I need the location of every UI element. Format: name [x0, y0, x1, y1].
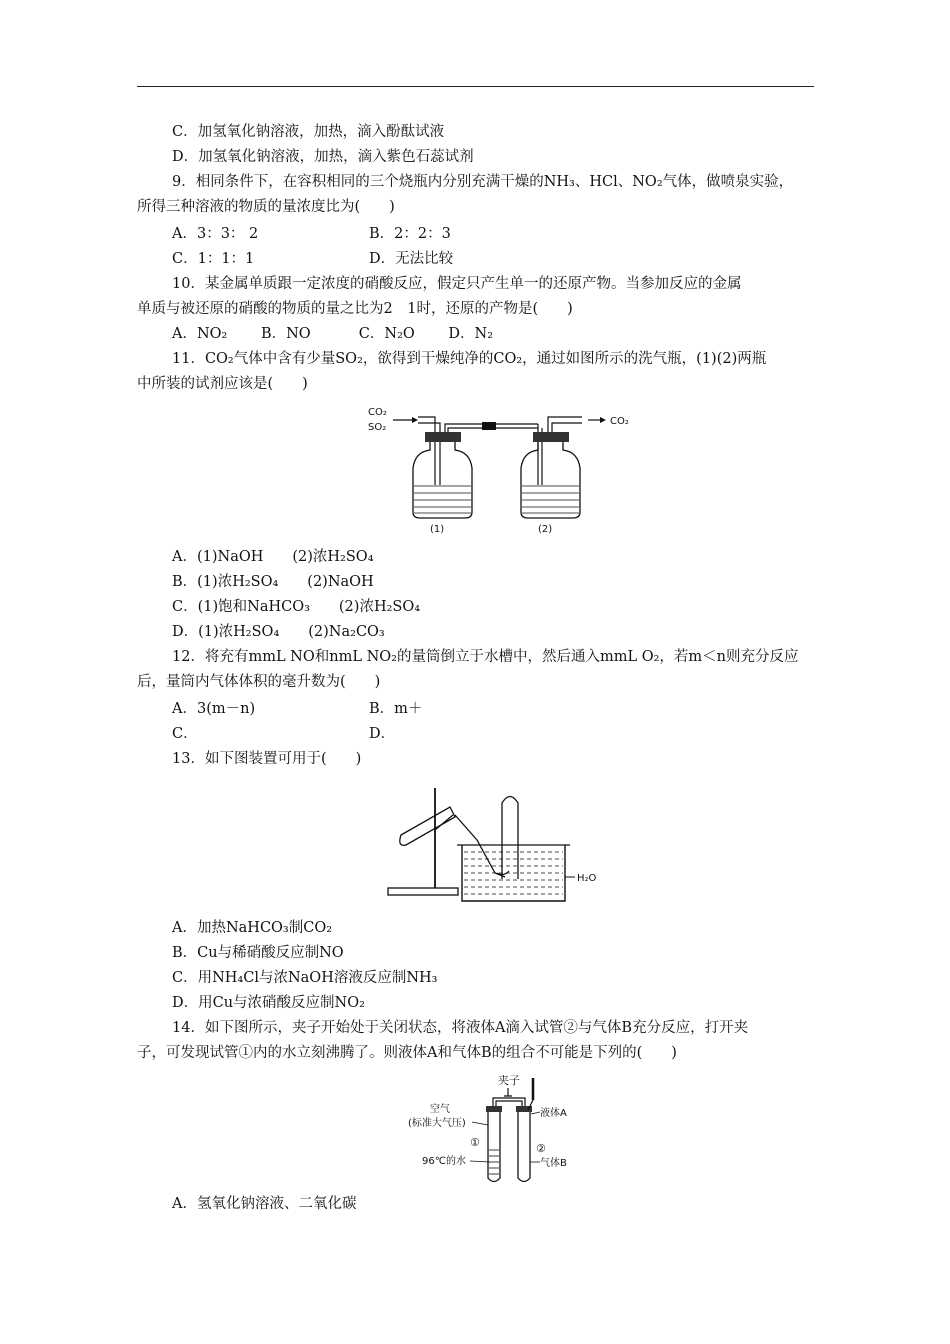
q11-option-b: B．(1)浓H₂SO₄ (2)NaOH	[172, 574, 374, 590]
gas-collection-figure	[385, 785, 605, 905]
water-label: H₂O	[577, 873, 597, 884]
q14-stem-line2: 子，可发现试管①内的水立刻沸腾了。则液体A和气体B的组合不可能是下列的( )	[137, 1045, 677, 1061]
header-rule	[137, 86, 814, 87]
water96-label: 96℃的水	[422, 1156, 466, 1167]
air-pressure-label: (标准大气压)	[408, 1118, 466, 1129]
q12-option-c: C．	[172, 726, 198, 742]
q12-option-d: D．	[369, 726, 396, 742]
q9-stem-line1: 9．相同条件下，在容积相同的三个烧瓶内分别充满干燥的NH₃、HCl、NO₂气体，做喷泉实验，	[172, 174, 794, 190]
bottle2-label: (2)	[538, 524, 553, 535]
q10-stem-line2: 单质与被还原的硝酸的物质的量之比为2 1时，还原的产物是( )	[137, 301, 573, 317]
q12-stem-line2: 后，量筒内气体体积的毫升数为( )	[137, 674, 381, 690]
q12-stem-line1: 12．将充有mmL NO和nmL NO₂的量筒倒立于水槽中，然后通入mmL O₂，若m＜n则充分反应	[172, 649, 799, 665]
gas-washing-bottles-figure	[360, 400, 630, 535]
liquid-a-label: 液体A	[540, 1108, 567, 1119]
q8-option-c: C．加氢氧化钠溶液，加热，滴入酚酞试液	[172, 124, 445, 140]
q9-option-c: C．1：1：1	[172, 251, 255, 267]
q13-stem: 13．如下图装置可用于( )	[172, 751, 362, 767]
q14-stem-line1: 14．如下图所示，夹子开始处于关闭状态，将液体A滴入试管②与气体B充分反应，打开夹	[172, 1020, 749, 1036]
q11-option-a: A．(1)NaOH (2)浓H₂SO₄	[172, 549, 374, 565]
inlet-co2-label: CO₂	[368, 407, 387, 418]
clamp-label: 夹子	[498, 1074, 520, 1087]
q10-stem-line1: 10．某金属单质跟一定浓度的硝酸反应，假定只产生单一的还原产物。当参加反应的金属	[172, 276, 742, 292]
q11-stem-line1: 11．CO₂气体中含有少量SO₂，欲得到干燥纯净的CO₂，通过如图所示的洗气瓶，(1)(2)两瓶	[172, 351, 767, 367]
tube2-label: ②	[536, 1142, 546, 1155]
q9-stem-line2: 所得三种溶液的物质的量浓度比为( )	[137, 199, 395, 215]
q10-options: A．NO₂ B．NO C．N₂O D．N₂	[172, 326, 494, 342]
q9-option-d: D．无法比较	[369, 251, 454, 267]
gas-b-label: 气体B	[540, 1158, 567, 1169]
q13-option-b: B．Cu与稀硝酸反应制NO	[172, 945, 344, 961]
q12-option-b: B．m＋	[369, 701, 423, 717]
q13-option-a: A．加热NaHCO₃制CO₂	[172, 920, 333, 936]
bottle1-label: (1)	[430, 524, 445, 535]
q9-option-b: B．2：2：3	[369, 226, 451, 242]
q13-option-d: D．用Cu与浓硝酸反应制NO₂	[172, 995, 365, 1011]
q9-option-a: A．3：3： 2	[172, 226, 259, 242]
outlet-co2-label: CO₂	[610, 416, 629, 427]
q14-option-a: A．氢氧化钠溶液、二氧化碳	[172, 1196, 357, 1212]
q11-stem-line2: 中所装的试剂应该是( )	[137, 376, 308, 392]
q11-option-d: D．(1)浓H₂SO₄ (2)Na₂CO₃	[172, 624, 385, 640]
q11-option-c: C．(1)饱和NaHCO₃ (2)浓H₂SO₄	[172, 599, 421, 615]
q12-option-a: A．3(m－n)	[172, 701, 256, 717]
q13-option-c: C．用NH₄Cl与浓NaOH溶液反应制NH₃	[172, 970, 438, 986]
air-label: 空气	[430, 1104, 450, 1115]
inlet-so2-label: SO₂	[368, 422, 387, 433]
tube1-label: ①	[470, 1136, 480, 1149]
q8-option-d: D．加氢氧化钠溶液，加热，滴入紫色石蕊试剂	[172, 149, 474, 165]
boiling-water-figure	[400, 1070, 590, 1190]
